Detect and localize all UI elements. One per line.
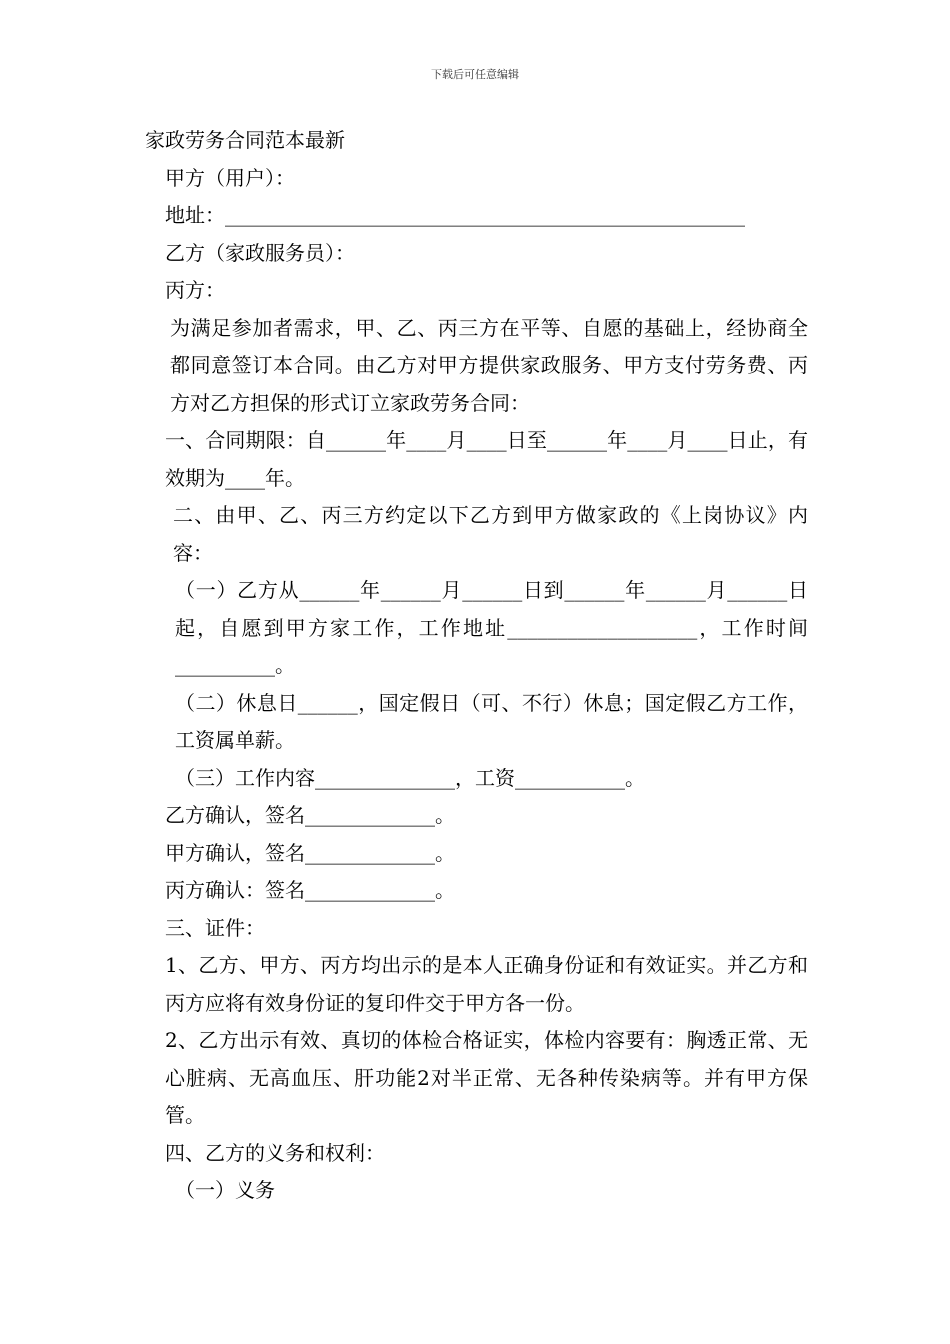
- clause-job-agreement: 二、由甲、乙、丙三方约定以下乙方到甲方做家政的《上岗协议》内容：: [173, 503, 808, 565]
- signature-party-c: 丙方确认：签名_____________。: [165, 878, 455, 902]
- documents-item-2: 2、乙方出示有效、真切的体检合格证实，体检内容要有：胸透正常、无心脏病、无高血压、肝功能2对半正常、无各种传染病等。并有甲方保管。: [165, 1028, 808, 1127]
- subclause-rest-days: （二）休息日______，国定假日（可、不行）休息；国定假乙方工作，工资属单薪。: [175, 690, 808, 752]
- subclause-work-start: （一）乙方从______年______月______日到______年______月______日起，自愿到甲方家工作，工作地址___________________，工作时间__________。: [175, 578, 808, 677]
- signature-party-b: 乙方确认，签名_____________。: [165, 803, 455, 827]
- preamble-paragraph: 为满足参加者需求，甲、乙、丙三方在平等、自愿的基础上，经协商全都同意签订本合同。由乙方对甲方提供家政服务、甲方支付劳务费、丙方对乙方担保的形式订立家政劳务合同：: [170, 315, 808, 415]
- contract-body: [145, 122, 808, 1210]
- address-line: 地址：____________________________________________________: [165, 203, 745, 227]
- documents-item-1: 1、乙方、甲方、丙方均出示的是本人正确身份证和有效证实。并乙方和丙方应将有效身份证的复印件交于甲方各一份。: [165, 953, 808, 1015]
- party-a-label: 甲方（用户）：: [165, 165, 295, 190]
- signature-party-a: 甲方确认，签名_____________。: [165, 840, 455, 865]
- section-documents-heading: 三、证件：: [165, 915, 265, 940]
- subclause-work-content: （三）工作内容______________，工资___________。: [175, 765, 645, 790]
- document-title: 家政劳务合同范本最新: [145, 128, 345, 152]
- clause-contract-term: 一、合同期限：自______年____月____日至______年____月____日止，有效期为____年。: [165, 428, 808, 490]
- party-c-label: 丙方：: [165, 278, 225, 302]
- page-header: 下载后可任意编辑: [431, 68, 519, 81]
- subsection-duties: （一）义务: [175, 1178, 275, 1202]
- party-b-label: 乙方（家政服务员）：: [165, 240, 355, 265]
- section-duties-heading: 四、乙方的义务和权利：: [165, 1140, 385, 1165]
